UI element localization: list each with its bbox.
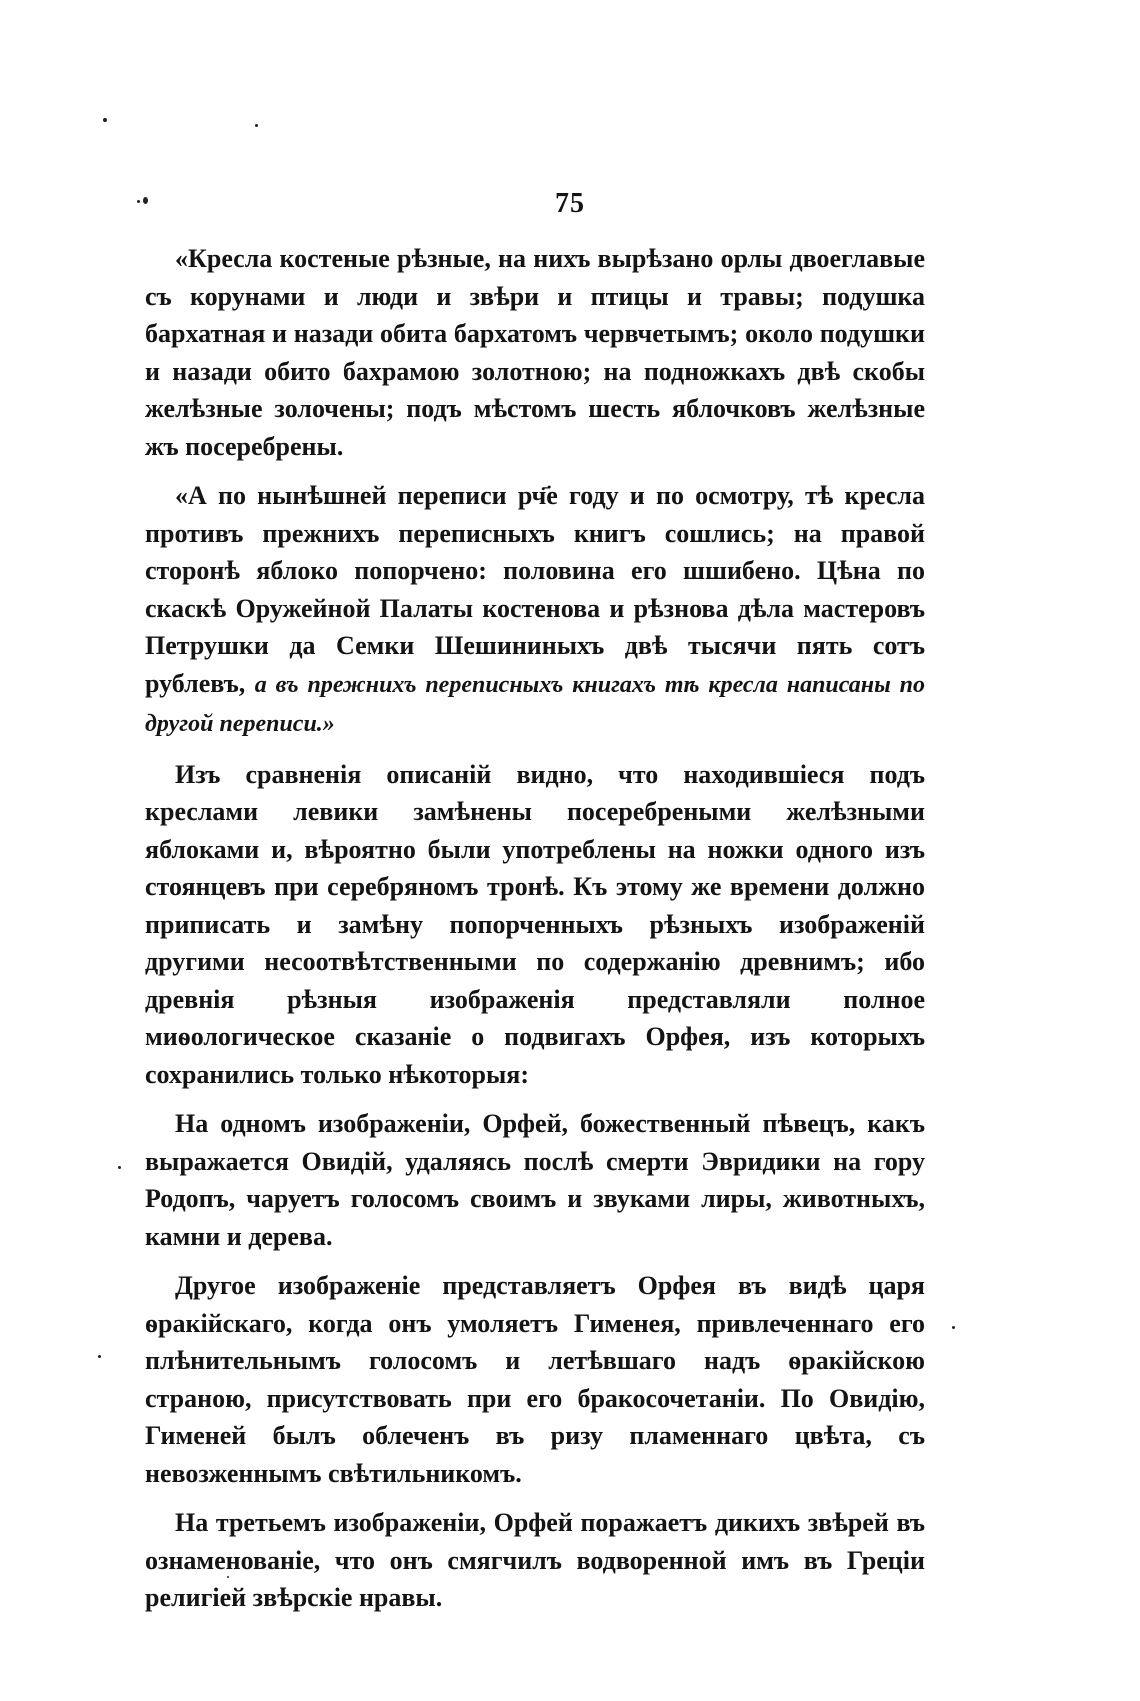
body-text xyxy=(145,240,925,1629)
scan-speck xyxy=(103,118,107,122)
paragraph-4: На одномъ изображеніи, Орфей, божественный пѣвецъ, какъ выражается Овидій, удаляясь послѣ смерти Эвридики на гору Родопъ, чаруетъ голосомъ своимъ и звуками лиры, животныхъ, камни и дерева. xyxy=(145,1109,925,1251)
scan-speck xyxy=(255,124,258,127)
scan-speck xyxy=(118,1166,121,1169)
paragraph-2-text: «А по нынѣшней переписи рч҃е году и по осмотру, тѣ кресла противъ прежнихъ переписныхъ книгъ сошлись; на правой сторонѣ яблоко попорчено: половина его шшибено. Цѣна по скаскѣ Оружейной Палаты костенова и рѣзнова дѣла мастеровъ Петрушки да Семки Шешининыхъ двѣ тысячи пять сотъ рублевъ, xyxy=(145,481,925,698)
scan-speck xyxy=(98,1355,101,1358)
paragraph-2-italic: а въ прежнихъ переписныхъ книгахъ тѣ кресла написаны по другой переписи.» xyxy=(145,671,925,737)
paragraph-3: Изъ сравненія описаній видно, что находившіеся подъ креслами левики замѣнены посеребреными желѣзными яблоками и, вѣроятно были употреблены на ножки одного изъ стоянцевъ при серебряномъ тронѣ. Къ этому же времени должно приписать и замѣну попорченныхъ рѣзныхъ изображеній другими несоотвѣтственными по содержанію древнимъ; ибо древнія рѣзныя изображенія представляли полное миѳологическое сказаніе о подвигахъ Орфея, изъ которыхъ сохранились только нѣкоторыя: xyxy=(145,759,925,1089)
scan-speck xyxy=(952,1326,955,1329)
page-number: 75 xyxy=(555,188,585,219)
paragraph-2-quote xyxy=(145,477,925,744)
paragraph-5: Другое изображеніе представляетъ Орфея въ видѣ царя ѳракійскаго, когда онъ умоляетъ Гименея, привлеченнаго его плѣнительнымъ голосомъ и летѣвшаго надъ ѳракійскою страною, присутствовать при его бракосочетаніи. По Овидію, Гименей былъ облеченъ въ ризу пламеннаго цвѣта, съ невозженнымъ свѣтильникомъ. xyxy=(145,1271,925,1488)
paragraph-1-quote: «Кресла костеные рѣзные, на нихъ вырѣзано орлы двоеглавые съ корунами и люди и звѣри и птицы и травы; подушка бархатная и назади обита бархатомъ червчетымъ; около подушки и назади обито бахрамою золотною; на подножкахъ двѣ скобы желѣзные золочены; подъ мѣстомъ шесть яблочковъ желѣзные жъ посеребрены. xyxy=(145,244,925,461)
paragraph-6: На третьемъ изображеніи, Орфей поражаетъ дикихъ звѣрей въ ознаменованіе, что онъ смягчилъ водворенной имъ въ Греціи религіей звѣрскіе нравы. xyxy=(145,1508,925,1612)
